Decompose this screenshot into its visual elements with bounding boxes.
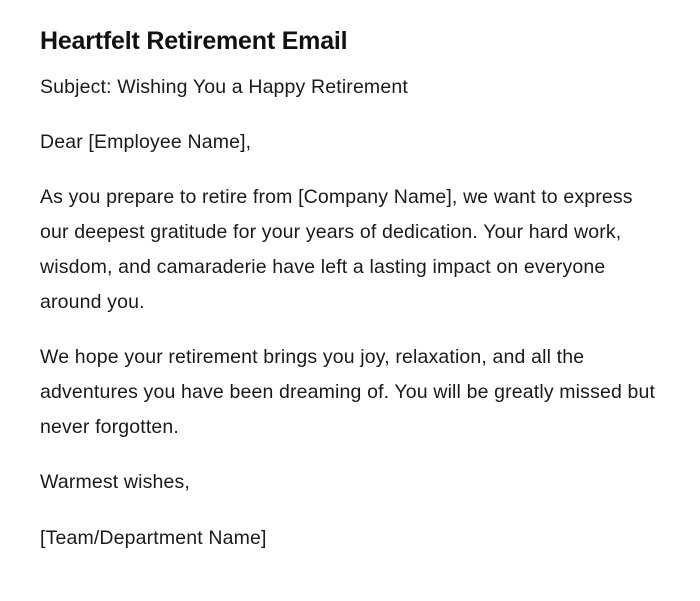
email-signature: [Team/Department Name] <box>40 527 267 549</box>
email-body-paragraph-2: We hope your retirement brings you joy, relaxation, and all the adventures you have been dreaming of. You will be greatly missed but never forgotten. <box>40 346 656 438</box>
document-title: Heartfelt Retirement Email <box>40 27 348 55</box>
email-closing: Warmest wishes, <box>40 471 190 493</box>
email-greeting: Dear [Employee Name], <box>40 131 252 153</box>
email-document <box>40 24 660 556</box>
email-subject: Subject: Wishing You a Happy Retirement <box>40 76 408 98</box>
email-body-paragraph-1: As you prepare to retire from [Company Name], we want to express our deepest gratitude for your years of dedication. Your hard work, wisdom, and camaraderie have left a lasting impact on everyone around you. <box>40 186 633 313</box>
